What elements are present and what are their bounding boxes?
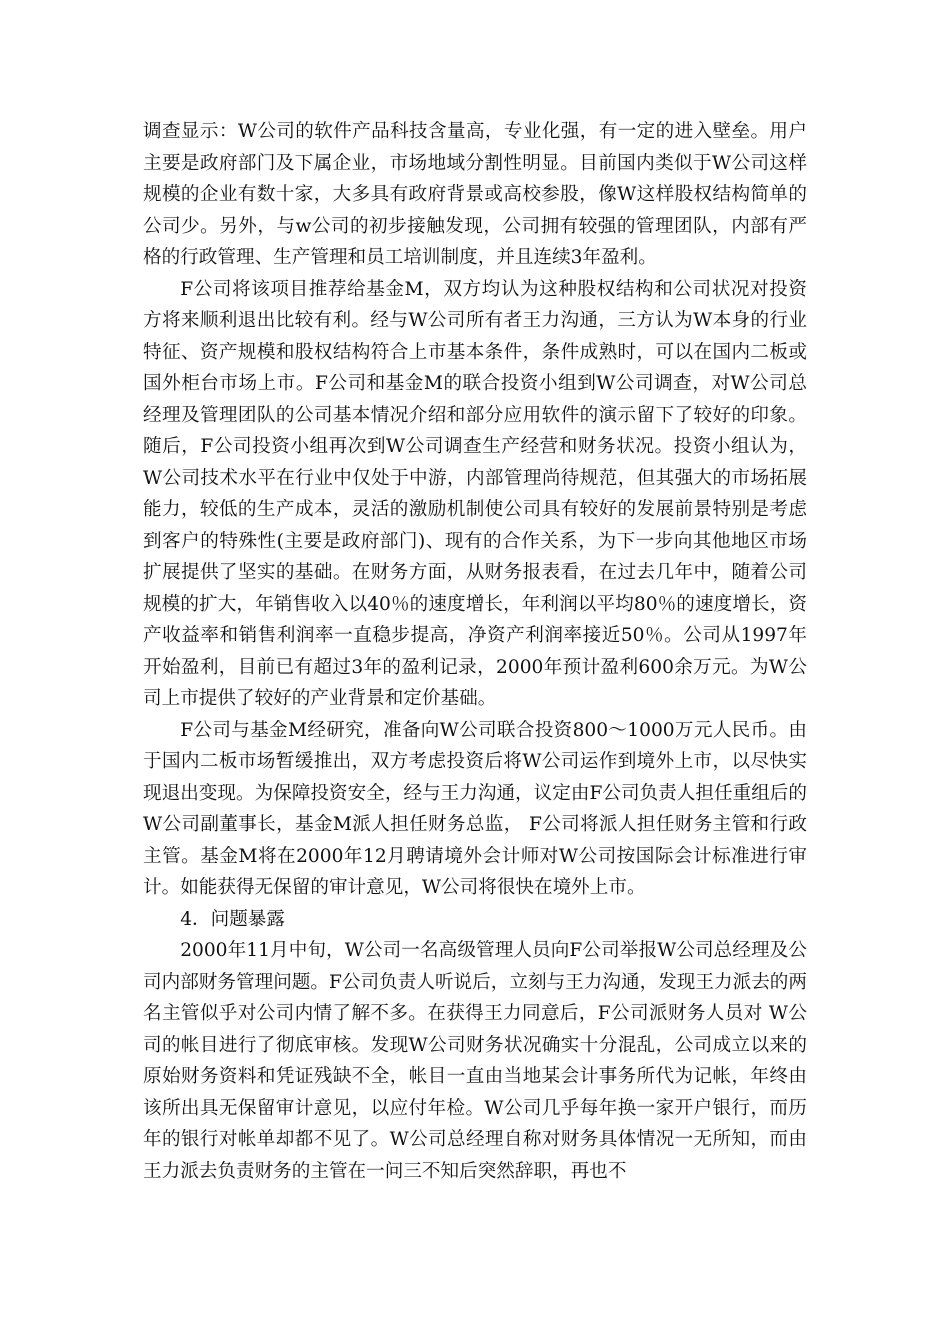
- paragraph-investment-plan: F公司与基金M经研究，准备向W公司联合投资800～1000万元人民币。由于国内二板市场暂缓推出，双方考虑投资后将W公司运作到境外上市，以尽快实现退出变现。为保障投资安全，经与王力沟通，议定由F公司负责人担任重组后的W公司副董事长，基金M派人担任财务总监， F公司将派人担任财务主管和行政主管。基金M将在2000年12月聘请境外会计师对W公司按国际会计标准进行审计。如能获得无保留的审计意见，W公司将很快在境外上市。: [143, 719, 807, 898]
- section-heading-problem: 4．问题暴露: [180, 908, 285, 930]
- document-body: [143, 116, 807, 1187]
- paragraph-recommendation: F公司将该项目推荐给基金M，双方均认为这种股权结构和公司状况对投资方将来顺利退出比较有利。经与W公司所有者王力沟通，三方认为W本身的行业特征、资产规模和股权结构符合上市基本条件，条件成熟时，可以在国内二板或国外柜台市场上市。F公司和基金M的联合投资小组到W公司调查，对W公司总经理及管理团队的公司基本情况介绍和部分应用软件的演示留下了较好的印象。随后，F公司投资小组再次到W公司调查生产经营和财务状况。投资小组认为，W公司技术水平在行业中仅处于中游，内部管理尚待规范，但其强大的市场拓展能力，较低的生产成本，灵活的激励机制使公司具有较好的发展前景特别是考虑到客户的特殊性(主要是政府部门)、现有的合作关系，为下一步向其他地区市场扩展提供了坚实的基础。在财务方面，从财务报表看，在过去几年中，随着公司规模的扩大，年销售收入以40％的速度增长，年利润以平均80％的速度增长，资产收益率和销售利润率一直稳步提高，净资产利润率接近50％。公司从1997年开始盈利，目前已有超过3年的盈利记录，2000年预计盈利600余万元。为W公司上市提供了较好的产业背景和定价基础。: [143, 278, 807, 709]
- paragraph-problem-exposed: 2000年11月中旬，W公司一名高级管理人员向F公司举报W公司总经理及公司内部财务管理问题。F公司负责人听说后，立刻与王力沟通，发现王力派去的两名主管似乎对公司内情了解不多。在获得王力同意后，F公司派财务人员对 W公司的帐目进行了彻底审核。发现W公司财务状况确实十分混乱，公司成立以来的原始财务资料和凭证残缺不全，帐目一直由当地某会计事务所代为记帐，年终由该所出具无保留审计意见，以应付年检。W公司几乎每年换一家开户银行，而历年的银行对帐单却都不见了。W公司总经理自称对财务具体情况一无所知，而由王力派去负责财务的主管在一问三不知后突然辞职，再也不: [143, 940, 807, 1182]
- paragraph-survey: 调查显示：W公司的软件产品科技含量高，专业化强，有一定的进入壁垒。用户主要是政府部门及下属企业，市场地域分割性明显。目前国内类似于W公司这样规模的企业有数十家，大多具有政府背景或高校参股，像W这样股权结构简单的公司少。另外，与w公司的初步接触发现，公司拥有较强的管理团队，内部有严格的行政管理、生产管理和员工培训制度，并且连续3年盈利。: [143, 121, 807, 268]
